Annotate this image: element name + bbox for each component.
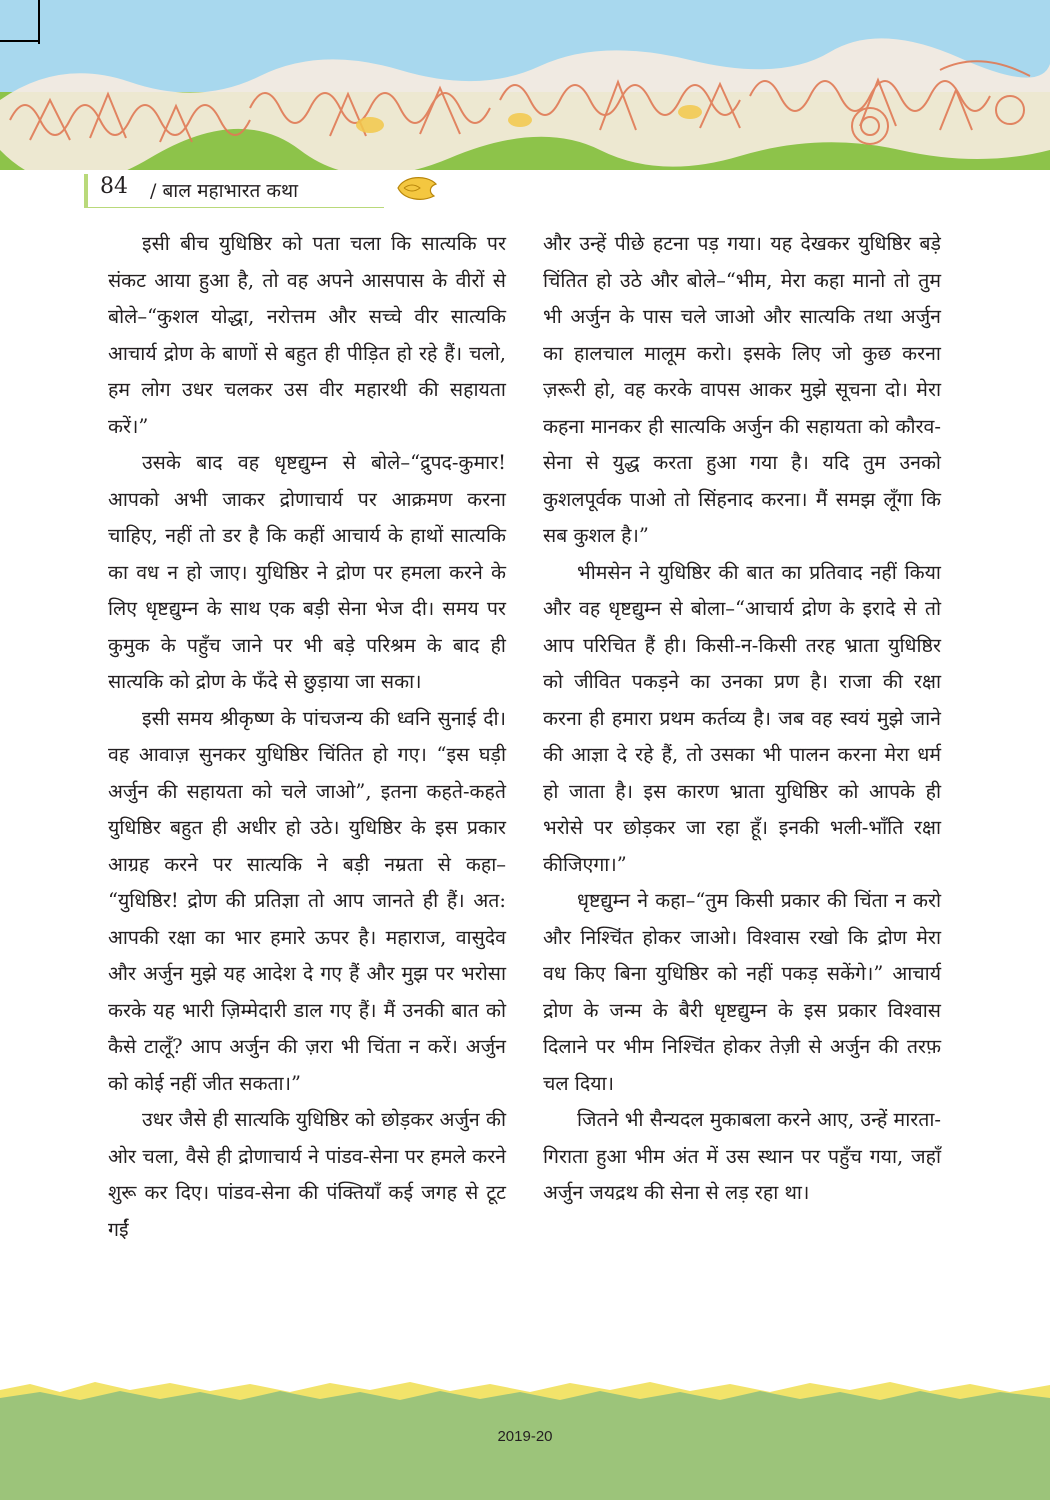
running-header: [84, 170, 984, 210]
header-rule: [84, 207, 384, 208]
battle-banner-illustration: [0, 0, 1050, 170]
paragraph: उसके बाद वह धृष्टद्युम्न से बोले–“द्रुपद-कुमार! आपको अभी जाकर द्रोणाचार्य पर आक्रमण करना चाहिए, नहीं तो डर है कि कहीं आचार्य के हाथों सात्यकि का वध न हो जाए। युधिष्ठिर ने द्रोण पर हमला करने के लिए धृष्टद्युम्न के साथ एक बड़ी सेना भेज दी। समय पर कुमुक के पहुँच जाने पर भी बड़े परिश्रम के बाद ही सात्यकि को द्रोण के फँदे से छुड़ाया जा सका।: [108, 451, 506, 693]
paragraph: धृष्टद्युम्न ने कहा–“तुम किसी प्रकार की चिंता न करो और निश्‍चिंत होकर जाओ। विश्‍वास रखो कि द्रोण मेरा वध किए बिना युधिष्ठिर को नहीं पकड़ सकेंगे।” आचार्य द्रोण के जन्म के बैरी धृष्टद्युम्न के इस प्रकार विश्‍वास दिलाने पर भीम निश्‍चिंत होकर तेज़ी से अर्जुन की तरफ़ चल दिया।: [543, 889, 941, 1095]
conch-icon: [394, 174, 440, 202]
paragraph: उधर जैसे ही सात्यकि युधिष्ठिर को छोड़कर अर्जुन की ओर चला, वैसे ही द्रोणाचार्य ने पांडव-सेना पर हमले करने शुरू कर दिए। पांडव-सेना की पंक्तियाँ कई जगह से टूट गईं: [108, 1108, 506, 1241]
year-label: 2019-20: [497, 1428, 553, 1445]
paragraph: इसी बीच युधिष्ठिर को पता चला कि सात्यकि पर संकट आया हुआ है, तो वह अपने आसपास के वीरों से बोले–“कुशल योद्धा, नरोत्तम और सच्चे वीर सात्यकि आचार्य द्रोण के बाणों से बहुत ही पीड़ित हो रहे हैं। चलो, हम लोग उधर चलकर उस वीर महारथी की सहायता करें।”: [108, 232, 506, 438]
text-column-left: [108, 226, 506, 1248]
paragraph: जितने भी सैन्यदल मुकाबला करने आए, उन्हें मारता-गिराता हुआ भीम अंत में उस स्थान पर पहुँच गया, जहाँ अर्जुन जयद्रथ की सेना से लड़ रहा था।: [543, 1108, 941, 1204]
page-number: 84: [100, 174, 128, 199]
paragraph-continuation: और उन्हें पीछे हटना पड़ गया। यह देखकर युधिष्ठिर बड़े चिंतित हो उठे और बोले–“भीम, मेरा कहा मानो तो तुम भी अर्जुन के पास चले जाओ और सात्यकि तथा अर्जुन का हालचाल मालूम करो। इसके लिए जो कुछ करना ज़रूरी हो, वह करके वापस आकर मुझे सूचना दो। मेरा कहना मानकर ही सात्यकि अर्जुन की सहायता को कौरव-सेना से युद्ध करता हुआ गया है। यदि तुम उनको कुशलपूर्वक पाओ तो सिंहनाद करना। मैं समझ लूँगा कि सब कुशल है।”: [543, 232, 941, 547]
paragraph: भीमसेन ने युधिष्ठिर की बात का प्रतिवाद नहीं किया और वह धृष्टद्युम्न से बोला–“आचार्य द्रोण के इरादे से तो आप परिचित हैं ही। किसी-न-किसी तरह भ्राता युधिष्ठिर को जीवित पकड़ने का उनका प्रण है। राजा की रक्षा करना ही हमारा प्रथम कर्तव्य है। जब वह स्वयं मुझे जाने की आज्ञा दे रहे हैं, तो उसका भी पालन करना मेरा धर्म हो जाता है। इस कारण भ्राता युधिष्ठिर को आपके ही भरोसे पर छोड़कर जा रहा हूँ। इनकी भली-भाँति रक्षा कीजिएगा।”: [543, 560, 941, 876]
text-column-right: [543, 226, 941, 1212]
crop-mark: [0, 40, 40, 42]
book-title: / बाल महाभारत कथा: [150, 180, 299, 202]
header-bar: [84, 174, 88, 208]
crop-mark: [38, 0, 40, 44]
paragraph: इसी समय श्रीकृष्ण के पांचजन्य की ध्वनि सुनाई दी। वह आवाज़ सुनकर युधिष्ठिर चिंतित हो गए। “इस घड़ी अर्जुन की सहायता को चले जाओ”, इतना कहते-कहते युधिष्ठिर बहुत ही अधीर हो उठे। युधिष्ठिर के इस प्रकार आग्रह करने पर सात्यकि ने बड़ी नम्रता से कहा– “युधिष्ठिर! द्रोण की प्रतिज्ञा तो आप जानते ही हैं। अत: आपकी रक्षा का भार हमारे ऊपर है। महाराज, वासुदेव और अर्जुन मुझे यह आदेश दे गए हैं और मुझ पर भरोसा करके यह भारी ज़िम्मेदारी डाल गए हैं। मैं उनकी बात को कैसे टालूँ? आप अर्जुन की ज़रा भी चिंता न करें। अर्जुन को कोई नहीं जीत सकता।”: [108, 706, 506, 1095]
